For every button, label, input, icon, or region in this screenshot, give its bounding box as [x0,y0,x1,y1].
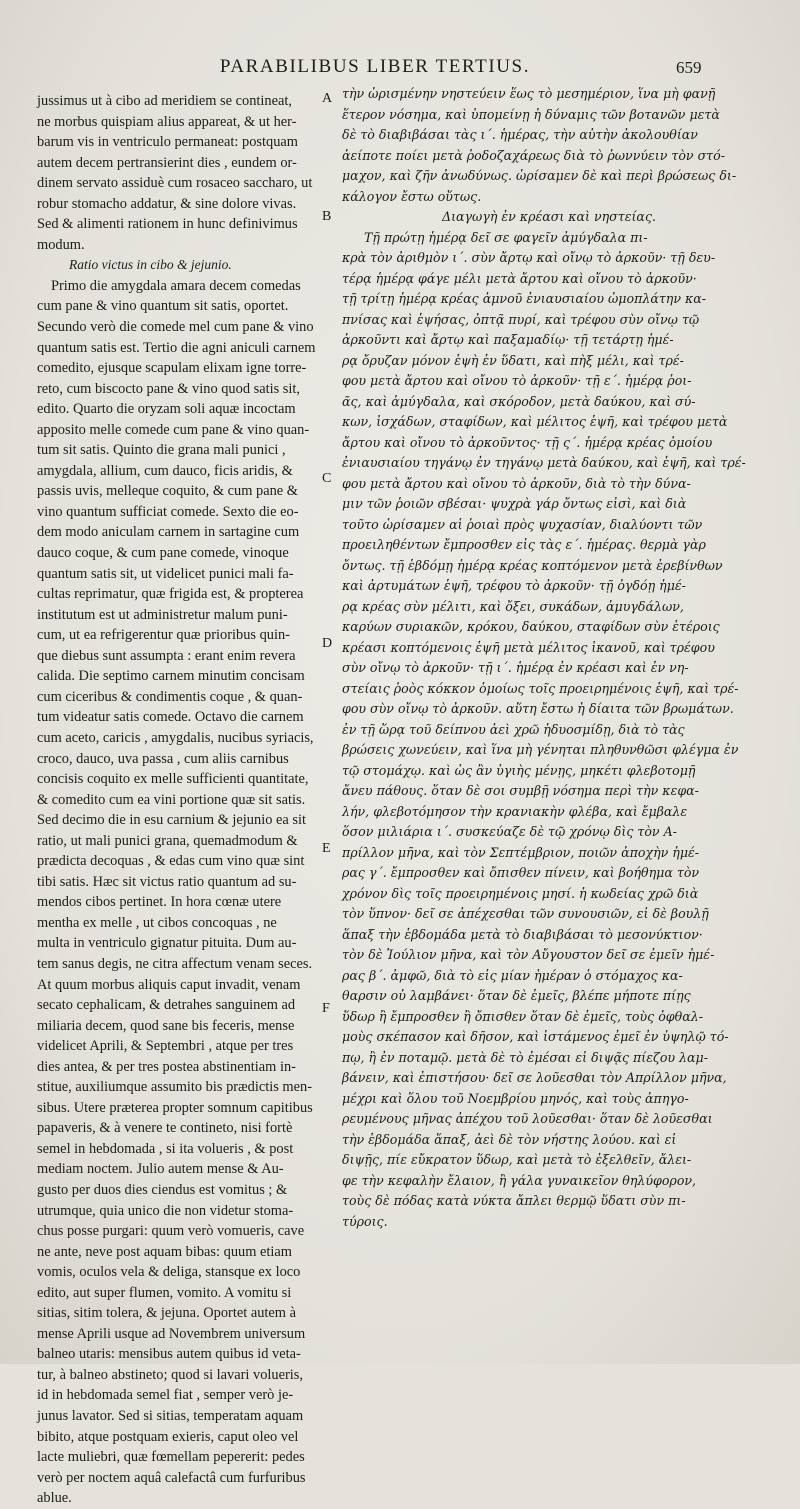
greek-line: τὸν ὕπνον· δεῖ σε ἀπέχεσθαι τῶν συνουσιῶν, εἰ δὲ βουλῇ [342,906,709,921]
greek-line: τὴν ἑβδομάδα ἅπαξ, ἀεὶ δὲ τὸν νήστης λούου. καὶ εἰ [342,1131,677,1147]
latin-line: papaveris, & à venere te contineto, nisi fortè [37,1120,293,1137]
margin-letter: F [322,1001,330,1016]
greek-line: χρόνον δὶς τοῖς προειρημένοις μησί. ἡ κωδείας χρῶ διὰ [342,885,699,901]
latin-line: utrumque, quia unico die non videtur stoma- [37,1202,294,1219]
greek-line: ρας β΄. ἀμφῶ, διὰ τὸ εἰς μίαν ἡμέραν ὁ στόμαχος κα- [342,967,683,983]
latin-line: mense Aprili usque ad Novembrem universum [37,1325,306,1342]
greek-line: πρίλλον μῆνα, καὶ τὸν Σεπτέμβριον, ποιῶν ἀποχὴν ἡμέ- [342,844,700,860]
latin-line: videlicet Aprili, & Septembri , atque per tres [37,1038,294,1055]
greek-line: λήν, φλεβοτόμησον τὴν κρανιακὴν φλέβα, καὶ ἔμβαλε [342,803,688,819]
greek-line: ἄνευ πάθους. ὅταν δὲ σοι συμβῇ νόσημα περὶ τὴν κεφα- [342,783,699,798]
latin-line: institutum est ut administretur malum puni- [37,606,288,623]
latin-line: tum sit satis. Quinto die grana mali punici , [37,442,286,459]
latin-line: robur stomacho addatur, & sine dolore vivas. [37,195,297,212]
latin-line: gusto per duos dies ciendus est vomitus ; & [37,1181,288,1198]
greek-line: ἅπαξ τὴν ἑβδομάδα μετὰ τὸ διαβιβάσαι τὸ μεσονύκτιον· [342,926,703,942]
greek-line: κρὰ τὸν ἀριθμὸν ι΄. σὺν ἄρτῳ καὶ οἴνῳ τὸ ἀρκοῦν· τῇ δευ- [342,250,716,265]
greek-line: ᾶς, καὶ ἀμύγδαλα, καὶ σκόροδον, μετὰ δαύκου, καὶ σύ- [342,393,696,409]
margin-letter: B [322,209,332,224]
greek-line: τύροις. [342,1213,388,1229]
greek-line: ἄρτου καὶ οἴνου τὸ ἀρκοῦντος· τῇ ς΄. ἡμέρᾳ κρέας ὁμοίου [342,434,713,450]
greek-line: ρᾳ ὄρυζαν μόνον ἑψὴ ἐν ὕδατι, καὶ πὴξ μέλι, καὶ τρέ- [342,352,684,368]
greek-line: προειληθέντων ἔμπροσθεν εἰς τὰς ε΄. ἡμέρας. θερμὰ γὰρ [342,537,706,552]
latin-line: cum aceto, caricis , amygdalis, nucibus syriacis, [37,729,314,746]
latin-line: reto, cum biscocto pane & vino quod satis sit, [37,380,300,397]
margin-letter: E [322,841,331,856]
margin-letter: D [322,636,333,651]
latin-line: id in hebdomada semel fiat , semper verò je- [37,1387,294,1404]
latin-line: modum. [37,236,85,253]
greek-line: σὺν οἴνῳ τὸ ἀρκοῦν· τῇ ι΄. ἡμέρᾳ ἐν κρέασι καὶ ἐν νη- [342,660,689,675]
latin-column [37,91,332,1509]
latin-line: ablue. [37,1490,72,1507]
greek-line: στείαις ῥοὸς κόκκον ὁμοίως τοῖς προειρημένοις ἑψῆ, καὶ τρέ- [342,680,739,696]
latin-line: lacte muliebri, quæ fœmellam pepererit: pedes [37,1449,305,1466]
latin-line: tem sanus degis, ne citra affectum venam seces. [37,955,313,972]
greek-line: βρώσεις χωνεύειν, καὶ ἵνα μὴ γένηται πληθυνθῶσι φλέγμα ἐν [342,742,739,757]
greek-line: θαρσιν οὐ λαμβάνει· ὅταν δὲ ἐμεῖς, βλέπε μήποτε πίῃς [342,988,691,1003]
latin-line: bibito, atque postquam exieris, caput oleo vel [37,1428,299,1445]
latin-line: prædicta decoquas , & edas cum vino quæ sint [37,853,305,870]
greek-line: ἀρκοῦντι καὶ ἄρτῳ καὶ παξαμαδίῳ· τῇ τετάρτῃ ἡμέ- [342,332,674,347]
greek-line: βάνειν, καὶ ἐπιστήσου· δεῖ σε λοῦεσθαι τὸν Απρίλλον μῆνα, [342,1070,727,1085]
latin-line: vomis, oculos vela & deliga, stansque ex loco [37,1264,301,1281]
latin-line: secato cephalicam, & detrahes sanguinem ad [37,997,296,1014]
latin-line: cum ciceribus & condimentis coque , & quan- [37,688,303,705]
greek-line: ὕδωρ ἢ ἔμπροσθεν ἢ ὄπισθεν ὅταν δὲ ἐμεῖς, τοὺς ὀφθαλ- [342,1008,703,1024]
latin-line: cum pane & vino quantum sit satis, oportet. [37,298,289,315]
greek-line: κάλογον ἔστω οὕτως. [342,188,482,204]
latin-line: ratio, ut mali punici grana, quemadmodum & [37,832,298,849]
latin-line: mediam noctem. Julio autem mense & Au- [37,1161,284,1178]
latin-line: dauco coque, & cum pane comede, vinoque [37,545,289,562]
greek-line: καρύων συριακῶν, κρόκου, δαύκου, σταφίδων σὺν ἑτέροις [342,619,720,634]
latin-line: quantum satis est. Tertio die agni aniculi carnem [37,339,316,356]
latin-line: tur, à balneo abstineto; quod si lavari volueris, [37,1366,303,1383]
latin-line: balneo utaris: mensibus autem quibus id veta- [37,1346,301,1363]
greek-line: ὅσον μιλιάρια ι΄. συσκεύαζε δὲ τῷ χρόνῳ δὶς τὸν Α- [342,824,677,839]
greek-line: μιν τῶν ῥοιῶν σβέσαι· ψυχρὰ γάρ ὄντως εἰσὶ, καὶ διὰ [342,496,687,511]
latin-line: ne morbus quispiam alius appareat, & ut her- [37,113,297,130]
latin-line: edito. Quarto die oryzam soli aquæ incoctam [37,401,296,418]
latin-line: & comedito cum ea vini portione quæ sit satis. [37,791,306,808]
latin-line: miliaria decem, quod sane bis feceris, mense [37,1017,295,1034]
greek-column [342,84,756,1232]
greek-line: τὴν ὡρισμένην νηστεύειν ἕως τὸ μεσημέριον, ἵνα μὴ φανῇ [342,86,716,101]
greek-line: ρᾳ κρέας σὺν μέλιτι, καὶ ὄξει, συκάδων, ἀμυγδάλων, [342,598,684,614]
page-number: 659 [676,58,702,77]
greek-line: τῇ τρίτῃ ἡμέρᾳ κρέας ἀμνοῦ ἐνιαυσιαίου ὠμοπλάτην κα- [342,291,707,306]
latin-line: semel in hebdomada , si ita volueris , & post [37,1140,294,1157]
greek-line: ρας γ΄. ἔμπροσθεν καὶ ὄπισθεν πίνειν, καὶ βοήθημα τὸν [342,865,700,880]
margin-letter: A [322,91,333,106]
greek-line: ὄντως. τῇ ἑβδόμῃ ἡμέρᾳ κρέας κοπτόμενον μετὰ ἐρεβίνθων [342,557,723,573]
greek-line: Τῇ πρώτῃ ἡμέρᾳ δεῖ σε φαγεῖν ἀμύγδαλα πι- [364,229,648,245]
latin-line: jussimus ut à cibo ad meridiem se contineat, [37,93,292,109]
latin-line: Secundo verò die comede mel cum pane & vino [37,319,314,336]
greek-line: μέχρι καὶ ὅλου τοῦ Νοεμβρίου μηνός, καὶ τοὺς ἀπηγο- [342,1090,689,1106]
greek-line: ἕτερον νόσημα, καὶ ὑπομείνῃ ἡ δύναμις τῶν βοτανῶν μετὰ [342,106,720,122]
greek-line: φου σὺν οἴνῳ τὸ ἀρκοῦν. αὕτη ἔστω ἡ δίαιτα τῶν βρωμάτων. [342,701,734,716]
latin-line: stitue, auxiliumque assumito bis prædictis men- [37,1079,312,1096]
latin-line: autem decem pertransierint dies , eundem or- [37,154,297,171]
greek-line: τέρᾳ ἡμέρᾳ φάγε μέλι μετὰ ἄρτου καὶ οἴνου τὸ ἀρκοῦν· [342,270,697,286]
latin-line: cum, ut ea refrigerentur quæ prioribus quin- [37,627,290,644]
latin-line: multa in ventriculo gignatur pituita. Dum au- [37,935,297,952]
latin-line: cultas reprimatur, quæ frigida est, & propterea [37,586,304,603]
greek-line: ἐν τῇ ὥρᾳ τοῦ δείπνου ἀεὶ χρῶ ἡδυοσμίδῃ, διὰ τὸ τὰς [342,721,685,737]
greek-line: φου μετὰ ἄρτου καὶ οἴνου τὸ ἀρκοῦν, διὰ τὸ τὴν δύνα- [342,475,691,491]
running-header: PARABILIBUS LIBER TERTIUS. [219,56,531,77]
greek-line: ρευμένους μῆνας ἀπέχου τοῦ λοῦεσθαι· ὅταν δὲ λοῦεσθαι [342,1111,713,1126]
greek-line: κρέασι κοπτόμενοις ἑψῆ μετὰ μέλιτος ἱκανοῦ, καὶ τρέφου [342,639,715,655]
latin-line: vino quantum sufficiat comede. Sexto die eo- [37,503,299,520]
latin-line: apposito melle comede cum pane & vino quan- [37,421,310,438]
latin-line: concisis coquito ex melle sufficienti quantitate, [37,771,309,788]
latin-line: chus posse purgari: quum verò vomueris, cave [37,1223,305,1240]
greek-line: κων, ἰσχάδων, σταφίδων, καὶ μέλιτος ἑψῆ, καὶ τρέφου μετὰ [342,414,728,429]
greek-line: τοὺς δὲ πόδας κατὰ νύκτα ἄπλει θερμῷ ὕδατι σὺν πι- [342,1193,686,1208]
greek-line: τοῦτο ὡρίσαμεν αἱ ῥοιαὶ πρὸς ψυχασίαν, διαλύοντι τῶν [342,516,703,532]
latin-line: sibus. Utere præterea propter somnum capitibus [37,1099,313,1116]
latin-line: junus lavator. Sed si sitias, temperatam aquam [37,1408,304,1424]
greek-line: δὲ τὸ διαβιβάσαι τὰς ι΄. ἡμέρας, τὴν αὐτὴν ἀκολουθίαν [342,127,698,142]
greek-line: τῷ στομάχῳ. καὶ ὡς ἂν ὑγιὴς μένῃς, μηκέτι φλεβοτομῇ [342,762,696,778]
greek-line: φου μετὰ ἄρτου καὶ οἴνου τὸ ἀρκοῦν· τῇ ε΄. ἡμέρᾳ ῥοι- [342,373,692,388]
latin-line: dinem servato assiduè cum rosaceo saccharo, ut [37,175,313,192]
latin-line: Sed decimo die in esu carnium & jejunio ea sit [37,812,306,829]
latin-line: quantum satis sit, ut videlicet punici mali fa- [37,565,294,582]
greek-section-heading: Διαγωγὴ ἐν κρέασι καὶ νηστείας. [441,209,656,224]
latin-line: edito, aut super flumen, vomito. A vomitu si [37,1284,292,1301]
greek-line: ἐνιαυσιαίου τηγάνῳ ἐν τηγάνῳ μετὰ δαύκου, καὶ ἑψῆ, καὶ τρέ- [342,455,746,470]
greek-line: πῳ, ἢ ἐν ποταμῷ. μετὰ δὲ τὸ ἐμέσαι εἰ διψᾷς πίεζου λαμ- [342,1049,708,1065]
latin-line: sitias, sitim tolera, & jejuna. Oportet autem à [37,1305,296,1322]
latin-line: croco, dauco, uva passa , cum aliis carnibus [37,750,289,767]
latin-line: calida. Die septimo carnem minutim concisam [37,668,305,685]
latin-line: mentha ex melle , ut cibos concoquas , ne [37,914,277,931]
latin-line: tibi satis. Hæc sit victus ratio quantum ad su- [37,873,297,890]
section-heading: Ratio victus in cibo & jejunio. [69,257,232,273]
latin-line: passis uvis, melleque coquito, & cum pane & [37,483,298,500]
greek-line: μαχον, καὶ ζῆν ἀνωδύνως. ὡρίσαμεν δὲ καὶ περὶ βρώσεως δι- [342,168,737,183]
latin-line: barum vis in ventriculo permaneat: postquam [37,134,298,151]
latin-line: ne ante, neve post aquam bibas: quum etiam [37,1243,292,1260]
latin-line: amygdala, allium, cum dauco, ficis aridis, & [37,462,293,479]
latin-line: dem modo aniculam carnem in sartagine cum [37,524,300,541]
latin-line: dies antea, & per tres postea abstinentiam in- [37,1058,296,1075]
latin-line: At quum morbus aliquis caput invadit, venam [37,976,301,993]
latin-line: que diebus sunt assumpta : erant enim revera [37,647,296,664]
greek-line: διψῇς, πίε εὔκρατον ὕδωρ, καὶ μετὰ τὸ ἐξελθεῖν, ἄλει- [342,1152,692,1167]
latin-line: Sed & alimenti rationem in hunc definivimus [37,216,298,233]
greek-line: μοὺς σκέπασον καὶ δῆσον, καὶ ἱστάμενος ἐμεῖ ἐν ὑψηλῷ τό- [342,1029,729,1044]
greek-line: πνίσας καὶ ἑψήσας, ὀπτᾷ πυρί, καὶ τρέφου σὺν οἴνῳ τῷ [342,311,700,327]
greek-line: ἀείποτε ποίει μετὰ ῥοδοζαχάρεως διὰ τὸ ῥωννύειν τὸν στό- [342,147,725,163]
greek-line: καὶ ἀρτυμάτων ἑψῆ, τρέφου τὸ ἀρκοῦν· τῇ ὀγδόῃ ἡμέ- [342,578,686,593]
greek-line: φε τὴν κεφαλὴν ἔλαιον, ἢ γάλα γυναικεῖον θηλύφορον, [342,1172,697,1188]
latin-line: comedito, ejusque scapulam elixam igne torre- [37,360,307,377]
latin-line: mendos cibos pertinet. In hora cœnæ utere [37,894,282,911]
latin-line: tum videatur satis comede. Octavo die carnem [37,709,304,726]
latin-line: Primo die amygdala amara decem comedas [51,277,301,294]
latin-line: verò per noctem aquâ calefactâ cum furfuribus [37,1469,306,1486]
greek-line: τὸν δὲ Ἰούλιον μῆνα, καὶ τὸν Αὔγουστον δεῖ σε ἐμεῖν ἡμέ- [342,947,715,962]
margin-letter: C [322,471,332,486]
